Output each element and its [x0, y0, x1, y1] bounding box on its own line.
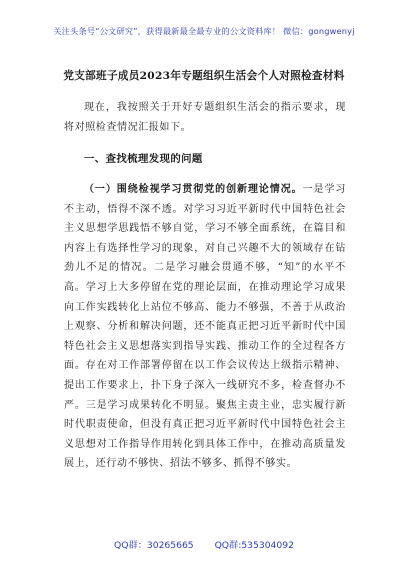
- paragraph-lead: （一）围绕检视学习贯彻党的创新理论情况。: [84, 184, 303, 195]
- footer-qq-group-1: QQ群：30265665: [114, 540, 194, 551]
- document-title: 党支部班子成员2023年专题组织生活会个人对照检查材料: [63, 70, 345, 82]
- intro-paragraph: 现在，我按照关于开好专题组织生活会的指示要求，现将对照检查情况汇报如下。: [64, 102, 346, 133]
- footer: [0, 537, 408, 551]
- footer-qq-group-2: QQ群:535304092: [214, 540, 294, 551]
- body-paragraph: [64, 180, 346, 474]
- header-note: 关注头条号“公文研究”，获得最新最全最专业的公文资料库！ 微信：gongwenyj: [53, 26, 355, 36]
- section-heading: 一、查找梳理发现的问题: [84, 153, 203, 165]
- paragraph-body: 一是学习不主动，悟得不深不透。对学习习近平新时代中国特色社会主义思想学思践悟不够自觉，学习不够全面系统，在篇目和内容上有选择性学习的现象，对自己兴趣不大的领域存在钻劲儿不足的情况。二是学习融会贯通不够，“知”的水平不高。学习上大多停留在党的理论层面，在推动理论学习成果向工作实践转化上站位不够高、能力不够强，不善于从政治上观察、分析和解决问题，还不能真正把习近平新时代中国特色社会主义思想落实到指导实践、推动工作的全过程各方面。存在对工作部署停留在以工作会议传达上级指示精神、提出工作要求上，扑下身子深入一线研究不多，检查督办不严。三是学习成果转化不明显。聚焦主责主业，忠实履行新时代职责使命，但没有真正把习近平新时代中国特色社会主义思想对工作指导作用转化到具体工作中，在推动高质量发展上，还行动不够快、招法不够多、抓得不够实。: [64, 184, 346, 470]
